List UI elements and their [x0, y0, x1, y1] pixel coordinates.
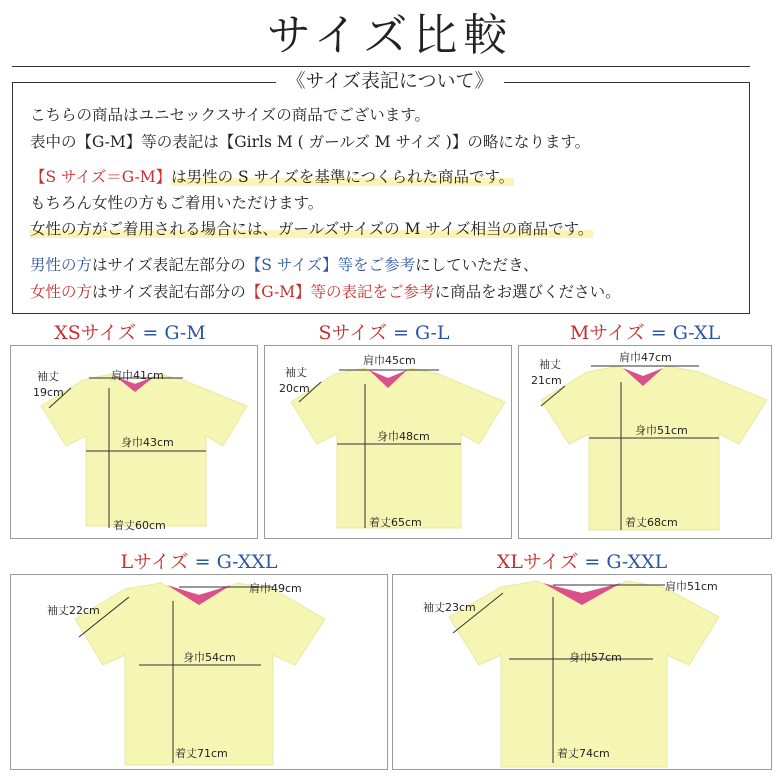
- girls-size: G-M: [164, 322, 206, 344]
- size-card-m: [518, 345, 772, 539]
- size-note-heading-text: 《サイズ表記について》: [276, 70, 503, 92]
- note-line-6-text: はサイズ表記左部分の: [92, 256, 246, 274]
- size-equals: =: [584, 551, 601, 573]
- note-line-7-text: はサイズ表記右部分の: [92, 283, 246, 301]
- size-card-xl: [392, 574, 772, 770]
- note-line-6: [30, 254, 538, 276]
- size-label-s: [264, 321, 504, 345]
- note-line-7-end: に商品をお選びください。: [434, 283, 621, 301]
- length-label: 着丈68cm: [625, 516, 678, 529]
- sleeve-label: 袖丈: [285, 366, 307, 379]
- size-label-m: [518, 321, 772, 345]
- note-line-1: こちらの商品はユニセックスサイズの商品でございます。: [30, 106, 431, 124]
- note-line-3-text: は男性の S サイズを基準につくられた商品です。: [171, 168, 515, 186]
- size-name: Sサイズ: [318, 322, 387, 344]
- length-label: 着丈65cm: [369, 516, 422, 529]
- chest-label: 身巾57cm: [569, 651, 622, 664]
- shoulder-label: 肩巾45cm: [363, 354, 416, 367]
- size-equals: =: [650, 322, 667, 344]
- size-label-xl: [392, 550, 772, 574]
- sleeve-label: 袖丈: [37, 370, 59, 383]
- sleeve-label: 袖丈23cm: [423, 601, 476, 614]
- size-card-xs: [10, 345, 258, 539]
- page-title: サイズ比較: [266, 10, 514, 61]
- shoulder-label: 肩巾47cm: [619, 351, 672, 364]
- note-line-7: [30, 281, 621, 303]
- shoulder-label: 肩巾49cm: [249, 582, 302, 595]
- title-rule: [12, 66, 750, 67]
- size-card-s: [264, 345, 512, 539]
- size-equals: =: [142, 322, 159, 344]
- length-label: 着丈71cm: [175, 747, 228, 760]
- girls-size: G-XXL: [216, 551, 278, 573]
- shirt-body: [291, 368, 505, 528]
- chest-label: 身巾51cm: [635, 424, 688, 437]
- note-men: 男性の方: [30, 256, 93, 274]
- note-line-6-end: にしていただき、: [415, 256, 539, 274]
- note-line-5: [30, 218, 593, 240]
- polo-shirt-diagram: [11, 346, 259, 540]
- length-label: 着丈74cm: [557, 747, 610, 760]
- size-name: Lサイズ: [120, 551, 189, 573]
- sleeve-value: 21cm: [531, 374, 562, 387]
- size-card-l: [10, 574, 388, 770]
- length-label: 着丈60cm: [113, 519, 166, 532]
- girls-size: G-XXL: [606, 551, 668, 573]
- note-women: 女性の方: [30, 283, 93, 301]
- polo-shirt-diagram: [393, 575, 773, 771]
- shirt-body: [449, 581, 719, 767]
- note-line-3: [30, 166, 514, 188]
- polo-shirt-diagram: [265, 346, 513, 540]
- girls-size: G-L: [414, 322, 450, 344]
- chest-label: 身巾54cm: [183, 651, 236, 664]
- size-name: Mサイズ: [569, 322, 645, 344]
- polo-shirt-diagram: [11, 575, 389, 771]
- note-line-2: 表中の【G-M】等の表記は【Girls M ( ガールズ M サイズ )】の略になります。: [30, 133, 591, 151]
- chest-label: 身巾48cm: [377, 430, 430, 443]
- chest-label: 身巾43cm: [121, 436, 174, 449]
- size-note-heading: [0, 68, 780, 94]
- shirt-body: [541, 366, 767, 530]
- sleeve-label: 袖丈: [539, 358, 561, 371]
- size-equals: =: [194, 551, 211, 573]
- size-name: XSサイズ: [54, 322, 137, 344]
- sleeve-label: 袖丈22cm: [47, 604, 100, 617]
- note-women-reference: 【G-M】等の表記をご参考: [245, 283, 435, 301]
- sleeve-value: 20cm: [279, 382, 310, 395]
- note-men-reference: 【S サイズ】等をご参考: [245, 256, 416, 274]
- size-label-l: [10, 550, 388, 574]
- note-s-equals-gm: 【S サイズ＝G-M】: [30, 168, 172, 186]
- note-line-5-text: 女性の方がご着用される場合には、ガールズサイズの M サイズ相当の商品です。: [30, 220, 594, 238]
- sleeve-value: 19cm: [33, 386, 64, 399]
- size-label-xs: [10, 321, 250, 345]
- shirt-body: [41, 374, 247, 526]
- polo-shirt-diagram: [519, 346, 773, 540]
- note-line-4: もちろん女性の方もご着用いただけます。: [30, 194, 324, 212]
- size-name: XLサイズ: [496, 551, 579, 573]
- shoulder-label: 肩巾41cm: [111, 369, 164, 382]
- girls-size: G-XL: [672, 322, 721, 344]
- size-equals: =: [393, 322, 409, 344]
- shoulder-label: 肩巾51cm: [665, 580, 718, 593]
